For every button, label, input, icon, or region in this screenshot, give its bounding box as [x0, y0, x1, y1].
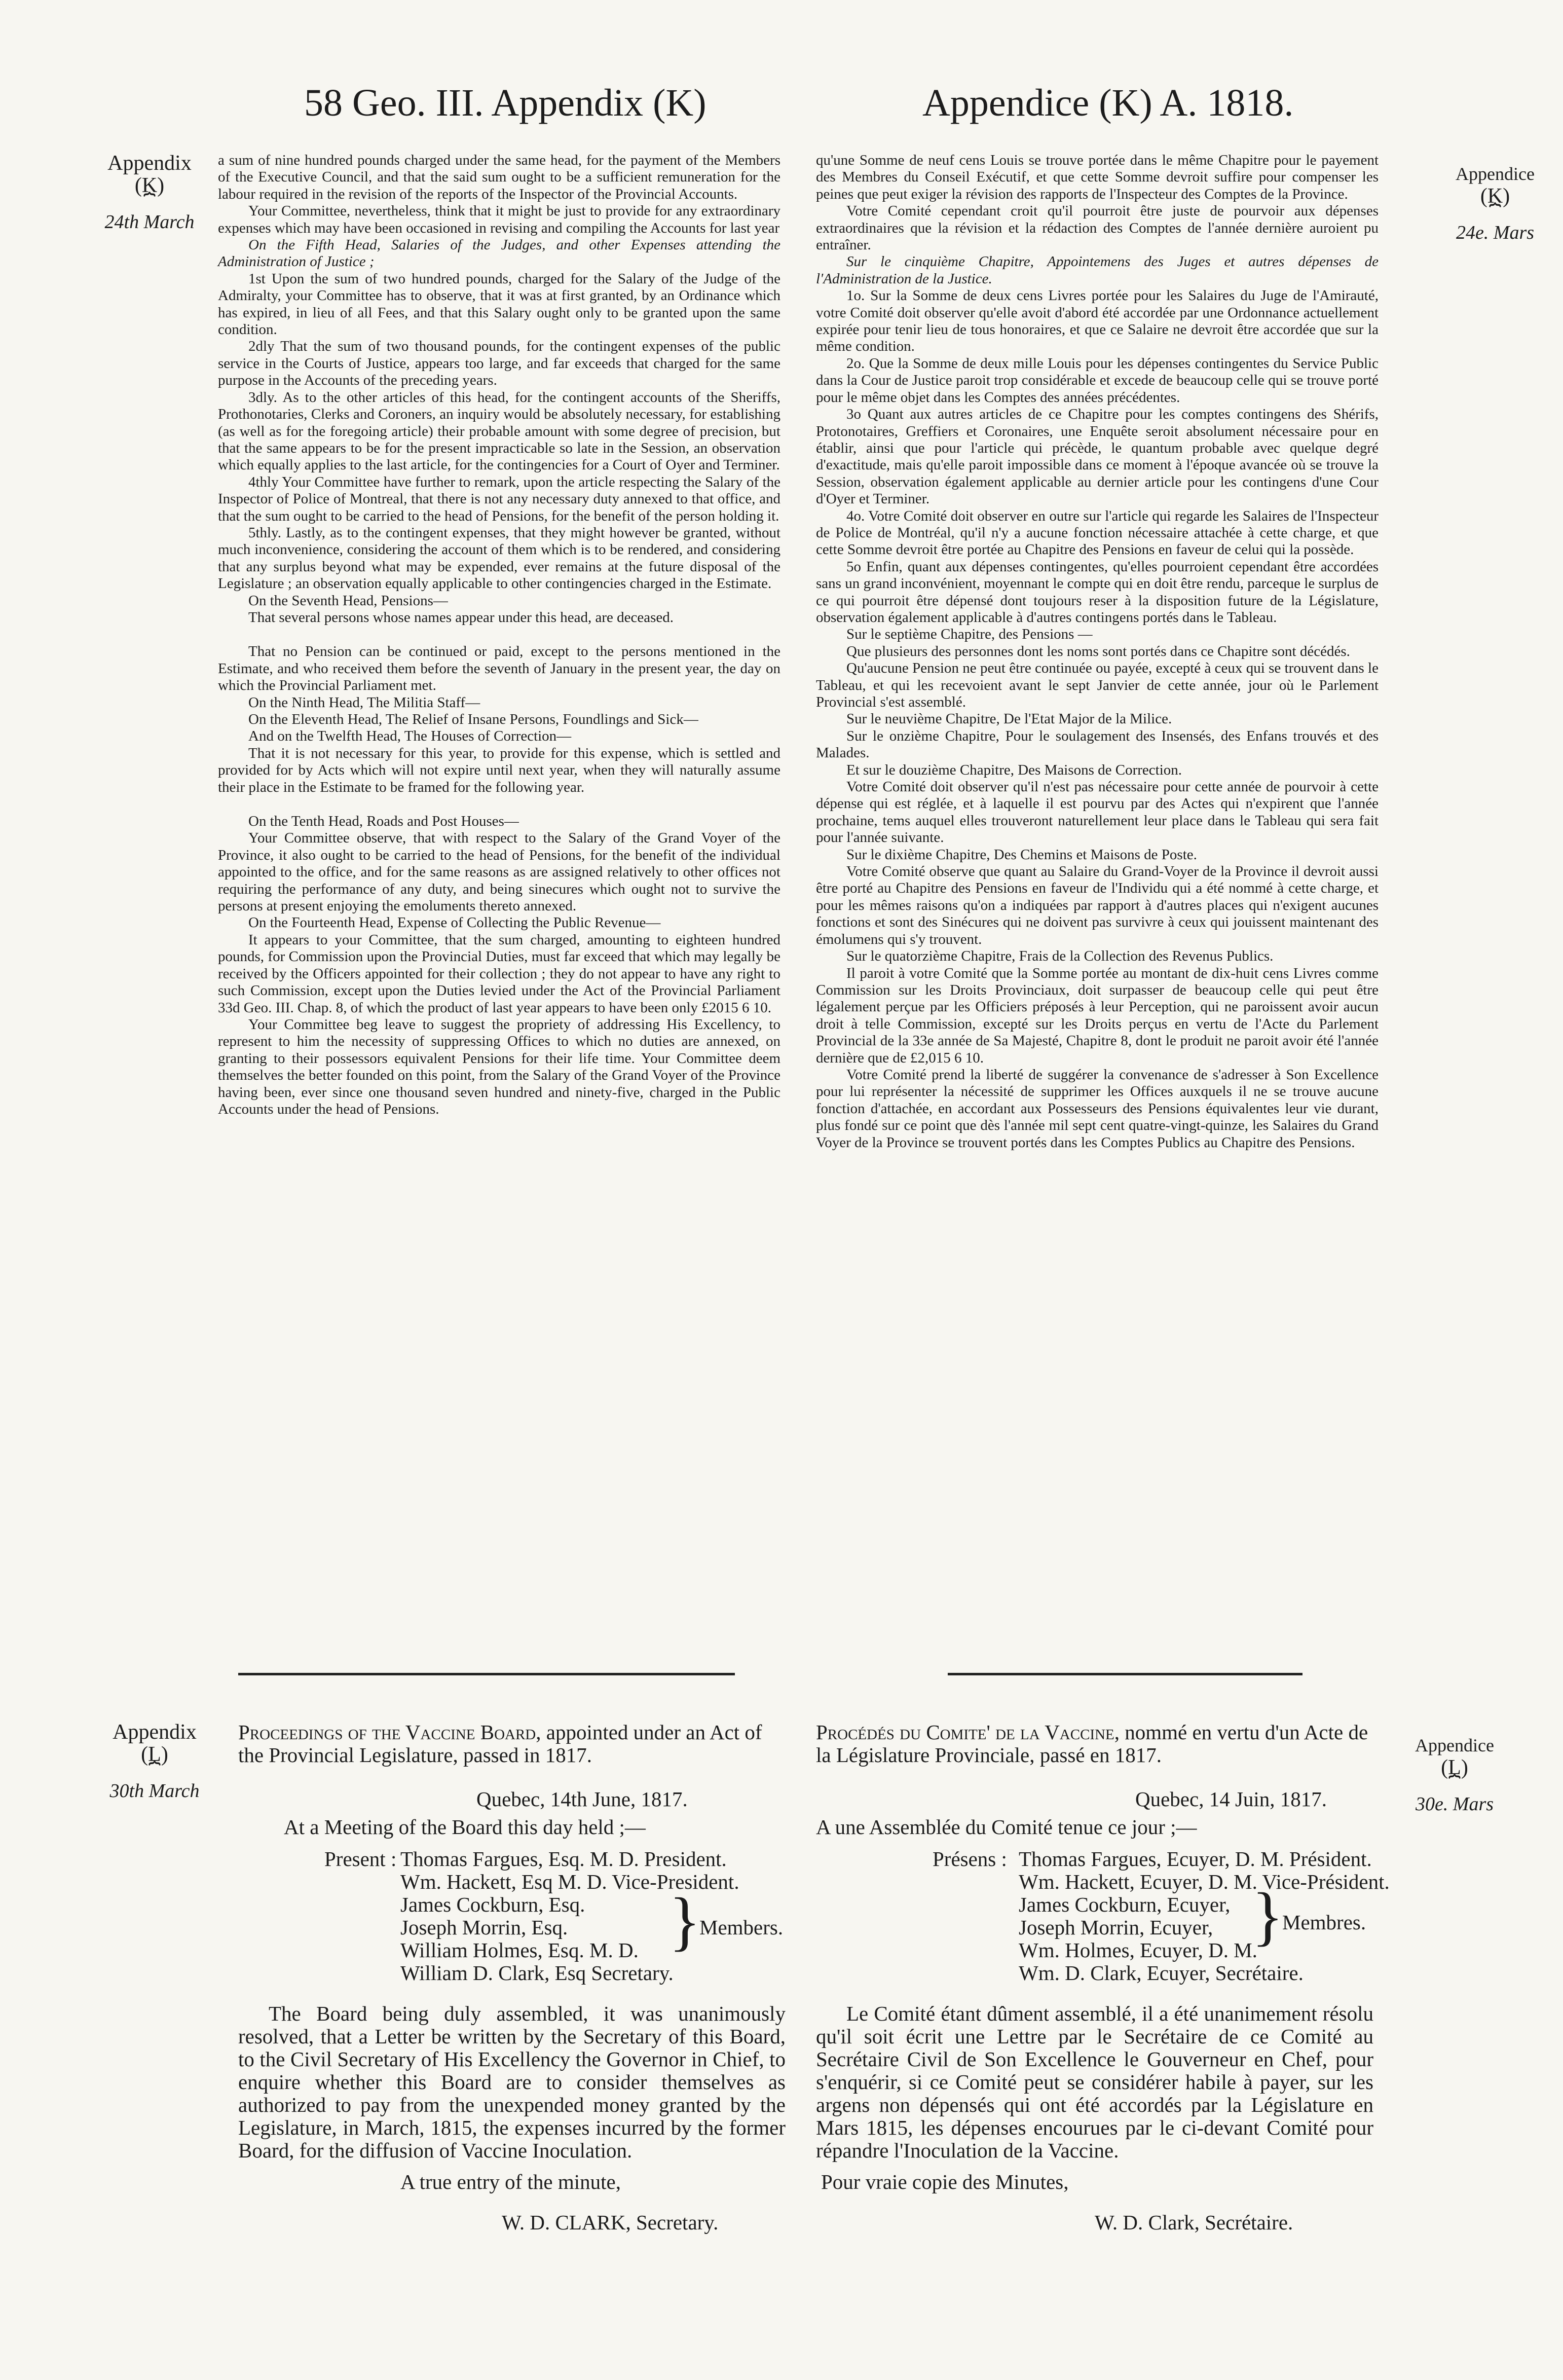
margin-label: Appendix — [113, 1720, 197, 1744]
paragraph: Votre Comité doit observer qu'il n'est pas nécessaire pour cette année de pourvoir à cette dépense qui est réglée, et à laquelle il est pourvu par des Actes qui n'expirent que l'année prochaine, tems auquel elles trouveront naturellement leur place dans le Tableau qui sera fait pour l'année suivante. — [816, 779, 1379, 846]
paragraph: 2dly That the sum of two thousand pounds, for the contingent expenses of the public service in the Courts of Justice, appears too large, and far exceeds that charged for the same purpose in the Accounts of the preceding years. — [218, 338, 780, 389]
paragraph: On the Fourteenth Head, Expense of Collecting the Public Revenue— — [248, 914, 661, 931]
brace-icon: ⏞ — [1448, 1774, 1461, 1797]
paragraph: Your Committee, nevertheless, think that it might be just to provide for any extraordinary expenses which may have been occasioned in revising and compiling the Accounts for last year — [218, 203, 780, 236]
paragraph: Your Committee observe, that with respect to the Salary of the Grand Voyer of the Province, it also ought to be carried to the head of Pensions, for the benefit of the individual appointed to the office, and for the same reasons as are assigned relatively to other offices not requiring the performance of any duty, and being sinecures which ought not to survive the persons at present enjoying the emoluments thereto annexed. — [218, 830, 780, 914]
paragraph: On the Ninth Head, The Militia Staff— — [248, 694, 480, 711]
members-label: Membres. — [1282, 1911, 1366, 1934]
french-l-title-board: Procédés du Comite' de la Vaccine, — [816, 1720, 1120, 1744]
paragraph: Le Comité étant dûment assemblé, il a été unanimement résolu qu'il soit écrit une Lettre par le Secrétaire de ce Comité au Secrétaire Civil de Son Excellence le Gouverneur en Chef, pour s'enquérir, si ce Comité peut se considérer habile à payer, sur les argens non dépensés qui ont été accordés par la Législature en Mars 1815, les dépenses encourues par le ci-devant Comité pour répandre l'Inoculation de la Vaccine. — [816, 2002, 1373, 2162]
french-l-title-rest: nommé en vertu d'un Acte de la Législature Provinciale, passé en 1817. — [816, 1720, 1368, 1767]
french-l-title — [816, 1721, 1373, 1767]
french-l-signature: W. D. Clark, Secrétaire. — [1095, 2211, 1293, 2234]
present-member: William D. Clark, Esq Secretary. — [400, 1961, 674, 1985]
margin-letter: (K) — [1480, 185, 1510, 208]
margin-note-k-left — [96, 152, 203, 233]
section-divider-left — [238, 1673, 735, 1675]
paragraph: 5o Enfin, quant aux dépenses contingentes, qu'elles pourroient cependant être accordées sans un grand inconvénient, moyennant le compte qui en doit être rendu, parceque le surplus de ce qui pourroit être dépensé dont toujours reser à la disposition future de la Législature, observation également applicable à d'autres contingens portés dans le Tableau. — [816, 558, 1379, 626]
paragraph: Sur le cinquième Chapitre, Appointemens des Juges et autres dépenses de l'Administration de la Justice. — [816, 253, 1379, 287]
paragraph: It appears to your Committee, that the sum charged, amounting to eighteen hundred pounds, for Commission upon the Provincial Duties, must far exceed that which may legally be received by the Officers appointed for their collection ; they do not appear to have any right to such Commission, except upon the Duties levied under the Act of the Provincial Parliament 33d Geo. III. Chap. 8, of which the product of last year appears to have been only £2015 6 10. — [218, 931, 780, 1016]
brace-icon: ⏞ — [143, 192, 156, 215]
page-header — [0, 81, 1563, 142]
paragraph: On the Seventh Head, Pensions— — [248, 592, 448, 609]
paragraph: On the Fifth Head, Salaries of the Judges, and other Expenses attending the Administration of Justice ; — [218, 237, 780, 270]
margin-label: Appendice — [1456, 164, 1535, 184]
paragraph: 4thly Your Committee have further to remark, upon the article respecting the Salary of the Inspector of Police of Montreal, that there is not any necessary duty annexed to that office, and that the sum ought to be carried to the head of Pensions, for the benefit of the person holding it. — [218, 473, 780, 524]
french-l-date: Quebec, 14 Juin, 1817. — [1135, 1787, 1327, 1811]
paragraph: Sur le septième Chapitre, des Pensions — — [846, 626, 1093, 643]
present-member: Thomas Fargues, Ecuyer, D. M. Président. — [1019, 1847, 1372, 1871]
english-l-true-entry: A true entry of the minute, — [400, 2170, 621, 2193]
margin-date: 30e. Mars — [1415, 1793, 1494, 1815]
french-l-body — [816, 2002, 1373, 2162]
header-left: 58 Geo. III. Appendix (K) — [304, 82, 706, 124]
brace-icon: } — [669, 1885, 701, 1958]
paragraph: That it is not necessary for this year, to provide for this expense, which is settled and provided for by Acts which will not expire until next year, when they will naturally assume their place in the Estimate to be framed for the following year. — [218, 745, 780, 795]
paragraph: The Board being duly assembled, it was unanimously resolved, that a Letter be written by the Secretary of this Board, to the Civil Secretary of His Excellency the Governor in Chief, to enquire whether this Board are to consider themselves as authorized to pay from the unexpended money granted by the Legislature, in March, 1815, the expenses incurred by the former Board, for the diffusion of Vaccine Inoculation. — [238, 2002, 786, 2162]
margin-date: 24th March — [104, 211, 195, 233]
paragraph: On the Tenth Head, Roads and Post Houses— — [248, 813, 519, 830]
brace-icon: ⏞ — [1489, 203, 1501, 226]
margin-label: Appendix — [107, 152, 192, 175]
present-member: Wm. Hackett, Ecuyer, D. M. Vice-Président. — [1019, 1870, 1390, 1893]
french-l-meeting: A une Assemblée du Comité tenue ce jour ;— — [816, 1815, 1197, 1839]
present-label: Present : — [324, 1847, 397, 1871]
paragraph: Votre Comité cependant croit qu'il pourroit être juste de pourvoir aux dépenses extraordinaires que la révision et la rédaction des Comptes de l'année dernière auroient pu entraîner. — [816, 203, 1379, 253]
paragraph: Votre Comité prend la liberté de suggérer la convenance de s'adresser à Son Excellence pour lui représenter la nécessité de supprimer les Offices auxquels il ne se trouve aucune fonction d'attachée, en accordant aux Possesseurs des Pensions équivalentes leur vie durant, plus fondé sur ce point que dès l'année mil sept cent quatre-vingt-quinze, les Salaires du Grand Voyer de la Province se trouvent portés dans les Comptes Publics au Chapitre des Pensions. — [816, 1066, 1379, 1151]
paragraph: 5thly. Lastly, as to the contingent expenses, that they might however be granted, without much inconvenience, considering the account of them which is to be rendered, and considering that any surplus beyond what may be expended, ever remains at the future disposal of the Legislature ; an observation equally applicable to other contingencies charged in the Estimate. — [218, 524, 780, 592]
paragraph: Qu'aucune Pension ne peut être continuée ou payée, excepté à ceux qui se trouvent dans le Tableau, et qui les recevoient avant le sept Janvier de cette année, jour où le Parlement Provincial s'est assemblé. — [816, 660, 1379, 710]
paragraph: a sum of nine hundred pounds charged under the same head, for the payment of the Members of the Executive Council, and that the said sum ought to be a sufficient remuneration for the labour required in the revision of the reports of the Inspector of the Provincial Accounts. — [218, 152, 780, 202]
margin-letter: (K) — [134, 174, 165, 197]
french-column-k — [816, 152, 1379, 1151]
present-member: James Cockburn, Ecuyer, — [1019, 1893, 1231, 1916]
paragraph: That no Pension can be continued or paid, except to the persons mentioned in the Estimate, and who received them before the seventh of January in the present year, the day on which the Provincial Parliament met. — [218, 643, 780, 694]
present-member: Wm. D. Clark, Ecuyer, Secrétaire. — [1019, 1961, 1304, 1985]
english-column-k — [218, 152, 780, 1118]
header-right: Appendice (K) A. 1818. — [922, 82, 1294, 124]
english-l-title — [238, 1721, 786, 1767]
margin-label: Appendice — [1415, 1735, 1494, 1755]
brace-icon: } — [1252, 1880, 1284, 1953]
brace-icon: ⏞ — [148, 1761, 161, 1784]
paragraph: And on the Twelfth Head, The Houses of Correction— — [248, 728, 572, 745]
paragraph: 3dly. As to the other articles of this head, for the contingent accounts of the Sheriffs, Prothonotaries, Clerks and Coroners, an inquiry would be absolutely necessary, for establishing (as well as for the foregoing article) their probable amount with some degree of precision, but that the same appears to be for the present impracticable so late in the Session, an observation which equally applies to the last article, for the contingencies for a Court of Oyer and Terminer. — [218, 389, 780, 473]
paragraph: Que plusieurs des personnes dont les noms sont portés dans ce Chapitre sont décédés. — [846, 643, 1350, 660]
paragraph: Il paroit à votre Comité que la Somme portée au montant de dix-huit cens Livres comme Commission sur les Droits Provinciaux, doit surpasser de beaucoup celle qui peut être légalement perçue par les Officiers préposés à leur Perception, qui ne paroissent avoir aucun droit à telle Commission, excepté sur les Droits perçus en vertu de l'Acte du Parlement Provincial de la 33e année de Sa Majesté, Chapitre 8, dont le produit ne paroit avoir été l'année dernière que de £2,015 6 10. — [816, 965, 1379, 1066]
english-l-title-rest: appointed under an Act of the Provincial Legislature, passed in 1817. — [238, 1720, 762, 1767]
present-member: Joseph Morrin, Ecuyer, — [1019, 1916, 1213, 1939]
present-member: Thomas Fargues, Esq. M. D. President. — [400, 1847, 727, 1871]
english-l-signature: W. D. CLARK, Secretary. — [502, 2211, 719, 2234]
paragraph: Your Committee beg leave to suggest the propriety of addressing His Excellency, to represent to him the necessity of suppressing Offices to which no duties are annexed, on granting to their possessors equivalent Pensions for their life time. Your Committee deem themselves the better founded on this point, from the Salary of the Grand Voyer of the Province having been, ever since one thousand seven hundred and ninety-five, charged in the Public Accounts under the head of Pensions. — [218, 1016, 780, 1117]
members-label: Members. — [699, 1916, 784, 1939]
margin-note-k-right — [1434, 162, 1556, 244]
paragraph: Et sur le douzième Chapitre, Des Maisons de Correction. — [846, 761, 1182, 778]
paragraph: 1o. Sur la Somme de deux cens Livres portée pour les Salaires du Juge de l'Amirauté, votre Comité doit observer qu'elle avoit d'abord été accordée par une Ordonnance actuellement expirée pour tenir lieu de tous honoraires, et que ce Salaire ne devroit être accordée que sur la même condition. — [816, 287, 1379, 355]
paragraph: 3o Quant aux autres articles de ce Chapitre pour les comptes contingens des Shérifs, Protonotaires, Greffiers et Coronaires, une Enquête seroit absolument nécessaire pour en établir, ainsi que pour l'article qui précède, le quantum probable avec quelque degré d'exactitude, mais qu'elle paroit impossible dans ce moment à l'époque avancée où se trouve la Session, observation également applicable au dernier article pour les contingens d'une Cour d'Oyer et Terminer. — [816, 406, 1379, 507]
margin-note-l-left — [96, 1721, 213, 1802]
paragraph: 2o. Que la Somme de deux mille Louis pour les dépenses contingentes du Service Public dans la Cour de Justice paroit trop considérable et excede de beaucoup celle qui se trouve porté pour le même objet dans les Comptes des années précédentes. — [816, 355, 1379, 406]
paragraph: Votre Comité observe que quant au Salaire du Grand-Voyer de la Province il devroit aussi être porté au Chapitre des Pensions en faveur de l'Individu qui a été nommé à cette charge, et pour les mêmes raisons qu'on a indiquées par rapport à d'autres places qui n'exigent aucunes fonctions et sont des Sinécures qui ne doivent pas survivre à ceux qui jouissent maintenant des émolumens qui s'y trouvent. — [816, 863, 1379, 947]
english-l-date: Quebec, 14th June, 1817. — [476, 1787, 688, 1811]
present-member: Joseph Morrin, Esq. — [400, 1916, 568, 1939]
paragraph: Sur le neuvième Chapitre, De l'Etat Major de la Milice. — [846, 711, 1172, 727]
section-divider-right — [948, 1673, 1302, 1675]
paragraph: On the Eleventh Head, The Relief of Insane Persons, Foundlings and Sick— — [248, 711, 698, 727]
present-label: Présens : — [933, 1847, 1007, 1871]
margin-letter: (L) — [141, 1743, 168, 1766]
french-l-true-entry: Pour vraie copie des Minutes, — [821, 2170, 1069, 2193]
paragraph: Sur le onzième Chapitre, Pour le soulagement des Insensés, des Enfans trouvés et des Malades. — [816, 727, 1379, 761]
english-l-meeting: At a Meeting of the Board this day held ;— — [284, 1815, 646, 1839]
present-member: Wm. Hackett, Esq M. D. Vice-President. — [400, 1870, 739, 1893]
present-member: James Cockburn, Esq. — [400, 1893, 585, 1916]
margin-date: 24e. Mars — [1456, 222, 1535, 243]
present-member: William Holmes, Esq. M. D. — [400, 1938, 639, 1962]
paragraph: 1st Upon the sum of two hundred pounds, charged for the Salary of the Judge of the Admiralty, your Committee has to observe, that it was at first granted, by an Ordinance which has expired, in lieu of all Fees, and that this Salary ought only to be granted upon the same condition. — [218, 270, 780, 338]
paragraph: qu'une Somme de neuf cens Louis se trouve portée dans le même Chapitre pour le payement des Membres du Conseil Exécutif, et que cette Somme devroit suffire pour compenser les peines que peut exiger la révision des rapports de l'Inspecteur des Comptes de la Province. — [816, 152, 1379, 202]
present-member: Wm. Holmes, Ecuyer, D. M. — [1019, 1938, 1257, 1962]
english-l-body — [238, 2002, 786, 2162]
paragraph: Sur le dixième Chapitre, Des Chemins et Maisons de Poste. — [846, 846, 1197, 863]
paragraph: 4o. Votre Comité doit observer en outre sur l'article qui regarde les Salaires de l'Inspecteur de Police de Montréal, qu'il n'y a aucune fonction nécessaire attachée à cette charge, et que cette Somme devroit être portée au Chapitre des Pensions en faveur de celui qui la possède. — [816, 507, 1379, 558]
paragraph: That several persons whose names appear under this head, are deceased. — [248, 609, 674, 626]
paragraph: Sur le quatorzième Chapitre, Frais de la Collection des Revenus Publics. — [846, 948, 1274, 965]
margin-date: 30th March — [109, 1780, 200, 1802]
margin-note-l-right — [1379, 1734, 1531, 1815]
english-l-title-board: Proceedings of the Vaccine Board, — [238, 1720, 541, 1744]
margin-letter: (L) — [1441, 1756, 1468, 1779]
